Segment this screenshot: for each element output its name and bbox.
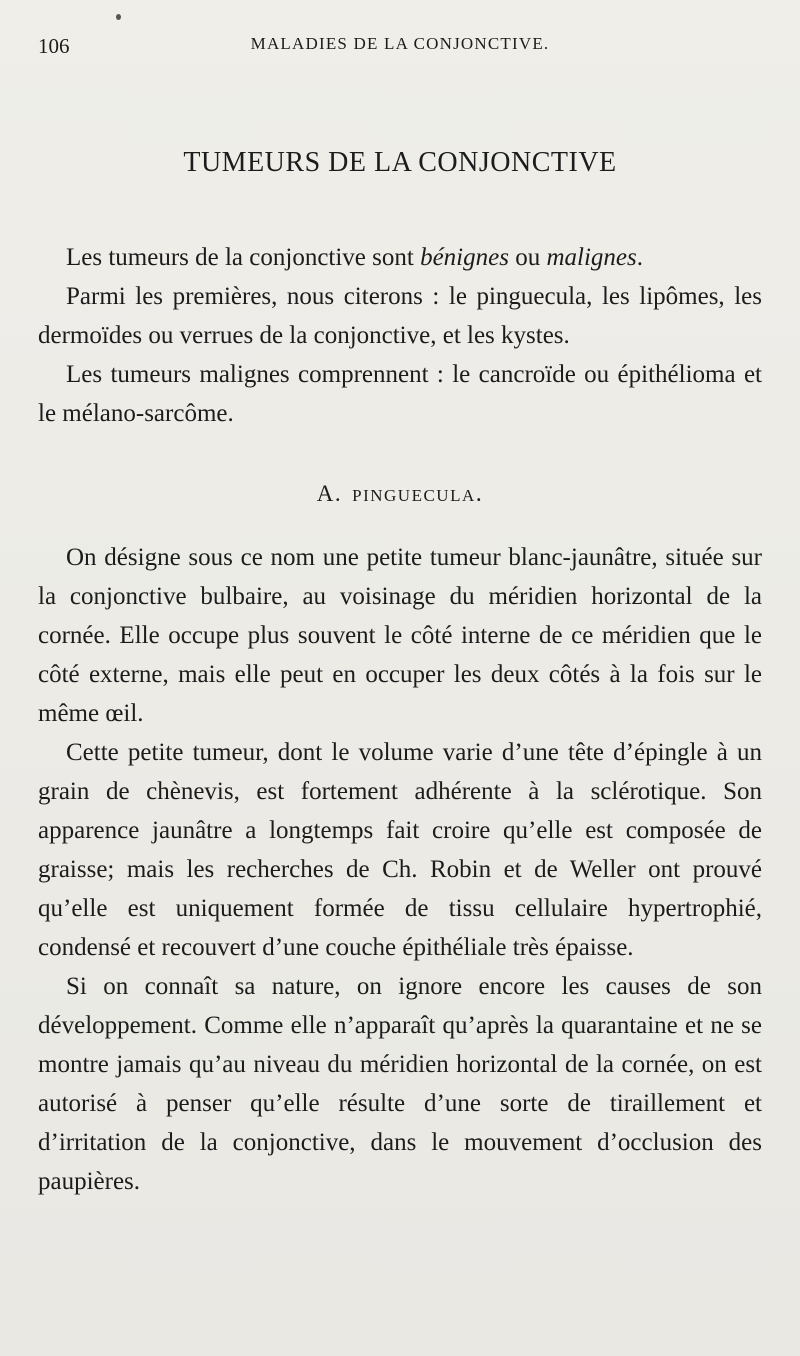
chapter-title: TUMEURS DE LA CONJONCTIVE [183,147,617,178]
intro-paragraph-2: Parmi les premières, nous citerons : le pinguecula, les lipômes, les dermoïdes ou verrues de la conjonctive, et les kystes. [38,283,762,349]
page-number: 106 [38,34,70,58]
body-paragraph-3: Si on connaît sa nature, on ignore encore les causes de son développement. Comme elle n’apparaît qu’après la quarantaine et ne se montre jamais qu’au niveau du méridien horizontal de la cornée, on est autorisé à penser qu’elle résulte d’une sorte de tiraillement et d’irritation de la conjonctive, dans le mouvement d’occlusion des paupières. [38,973,762,1195]
section-name: pinguecula. [352,481,484,507]
section-letter: A. [316,481,343,506]
running-title: MALADIES DE LA CONJONCTIVE. [250,34,550,53]
ink-speck [116,14,121,20]
intro-paragraph-1 [38,238,762,277]
intro-p1-malignant: malignes [546,244,637,271]
intro-p1-mid: ou [508,244,547,271]
intro-section [38,238,762,433]
intro-p1-start: Les tumeurs de la conjonctive sont [66,244,421,271]
intro-p1-end: . [636,244,643,271]
body-paragraph-1: On désigne sous ce nom une petite tumeur blanc-jaunâtre, située sur la conjonctive bulbaire, au voisinage du méridien horizontal de la cornée. Elle occupe plus souvent le côté interne de ce méridien que le côté externe, mais elle peut en occuper les deux côtés à la fois sur le même œil. [38,544,762,727]
section-title [38,481,762,508]
body-section [38,538,762,1201]
running-header [38,28,762,64]
intro-p1-benign: bénignes [420,244,509,271]
intro-paragraph-3: Les tumeurs malignes comprennent : le cancroïde ou épithélioma et le mélano-sarcôme. [38,361,762,427]
body-paragraph-2: Cette petite tumeur, dont le volume varie d’une tête d’épingle à un grain de chènevis, est fortement adhérente à la sclérotique. Son apparence jaunâtre a longtemps fait croire qu’elle est composée de graisse; mais les recherches de Ch. Robin et de Weller ont prouvé qu’elle est uniquement formée de tissu cellulaire hypertrophié, condensé et recouvert d’une couche épithéliale très épaisse. [38,739,762,961]
